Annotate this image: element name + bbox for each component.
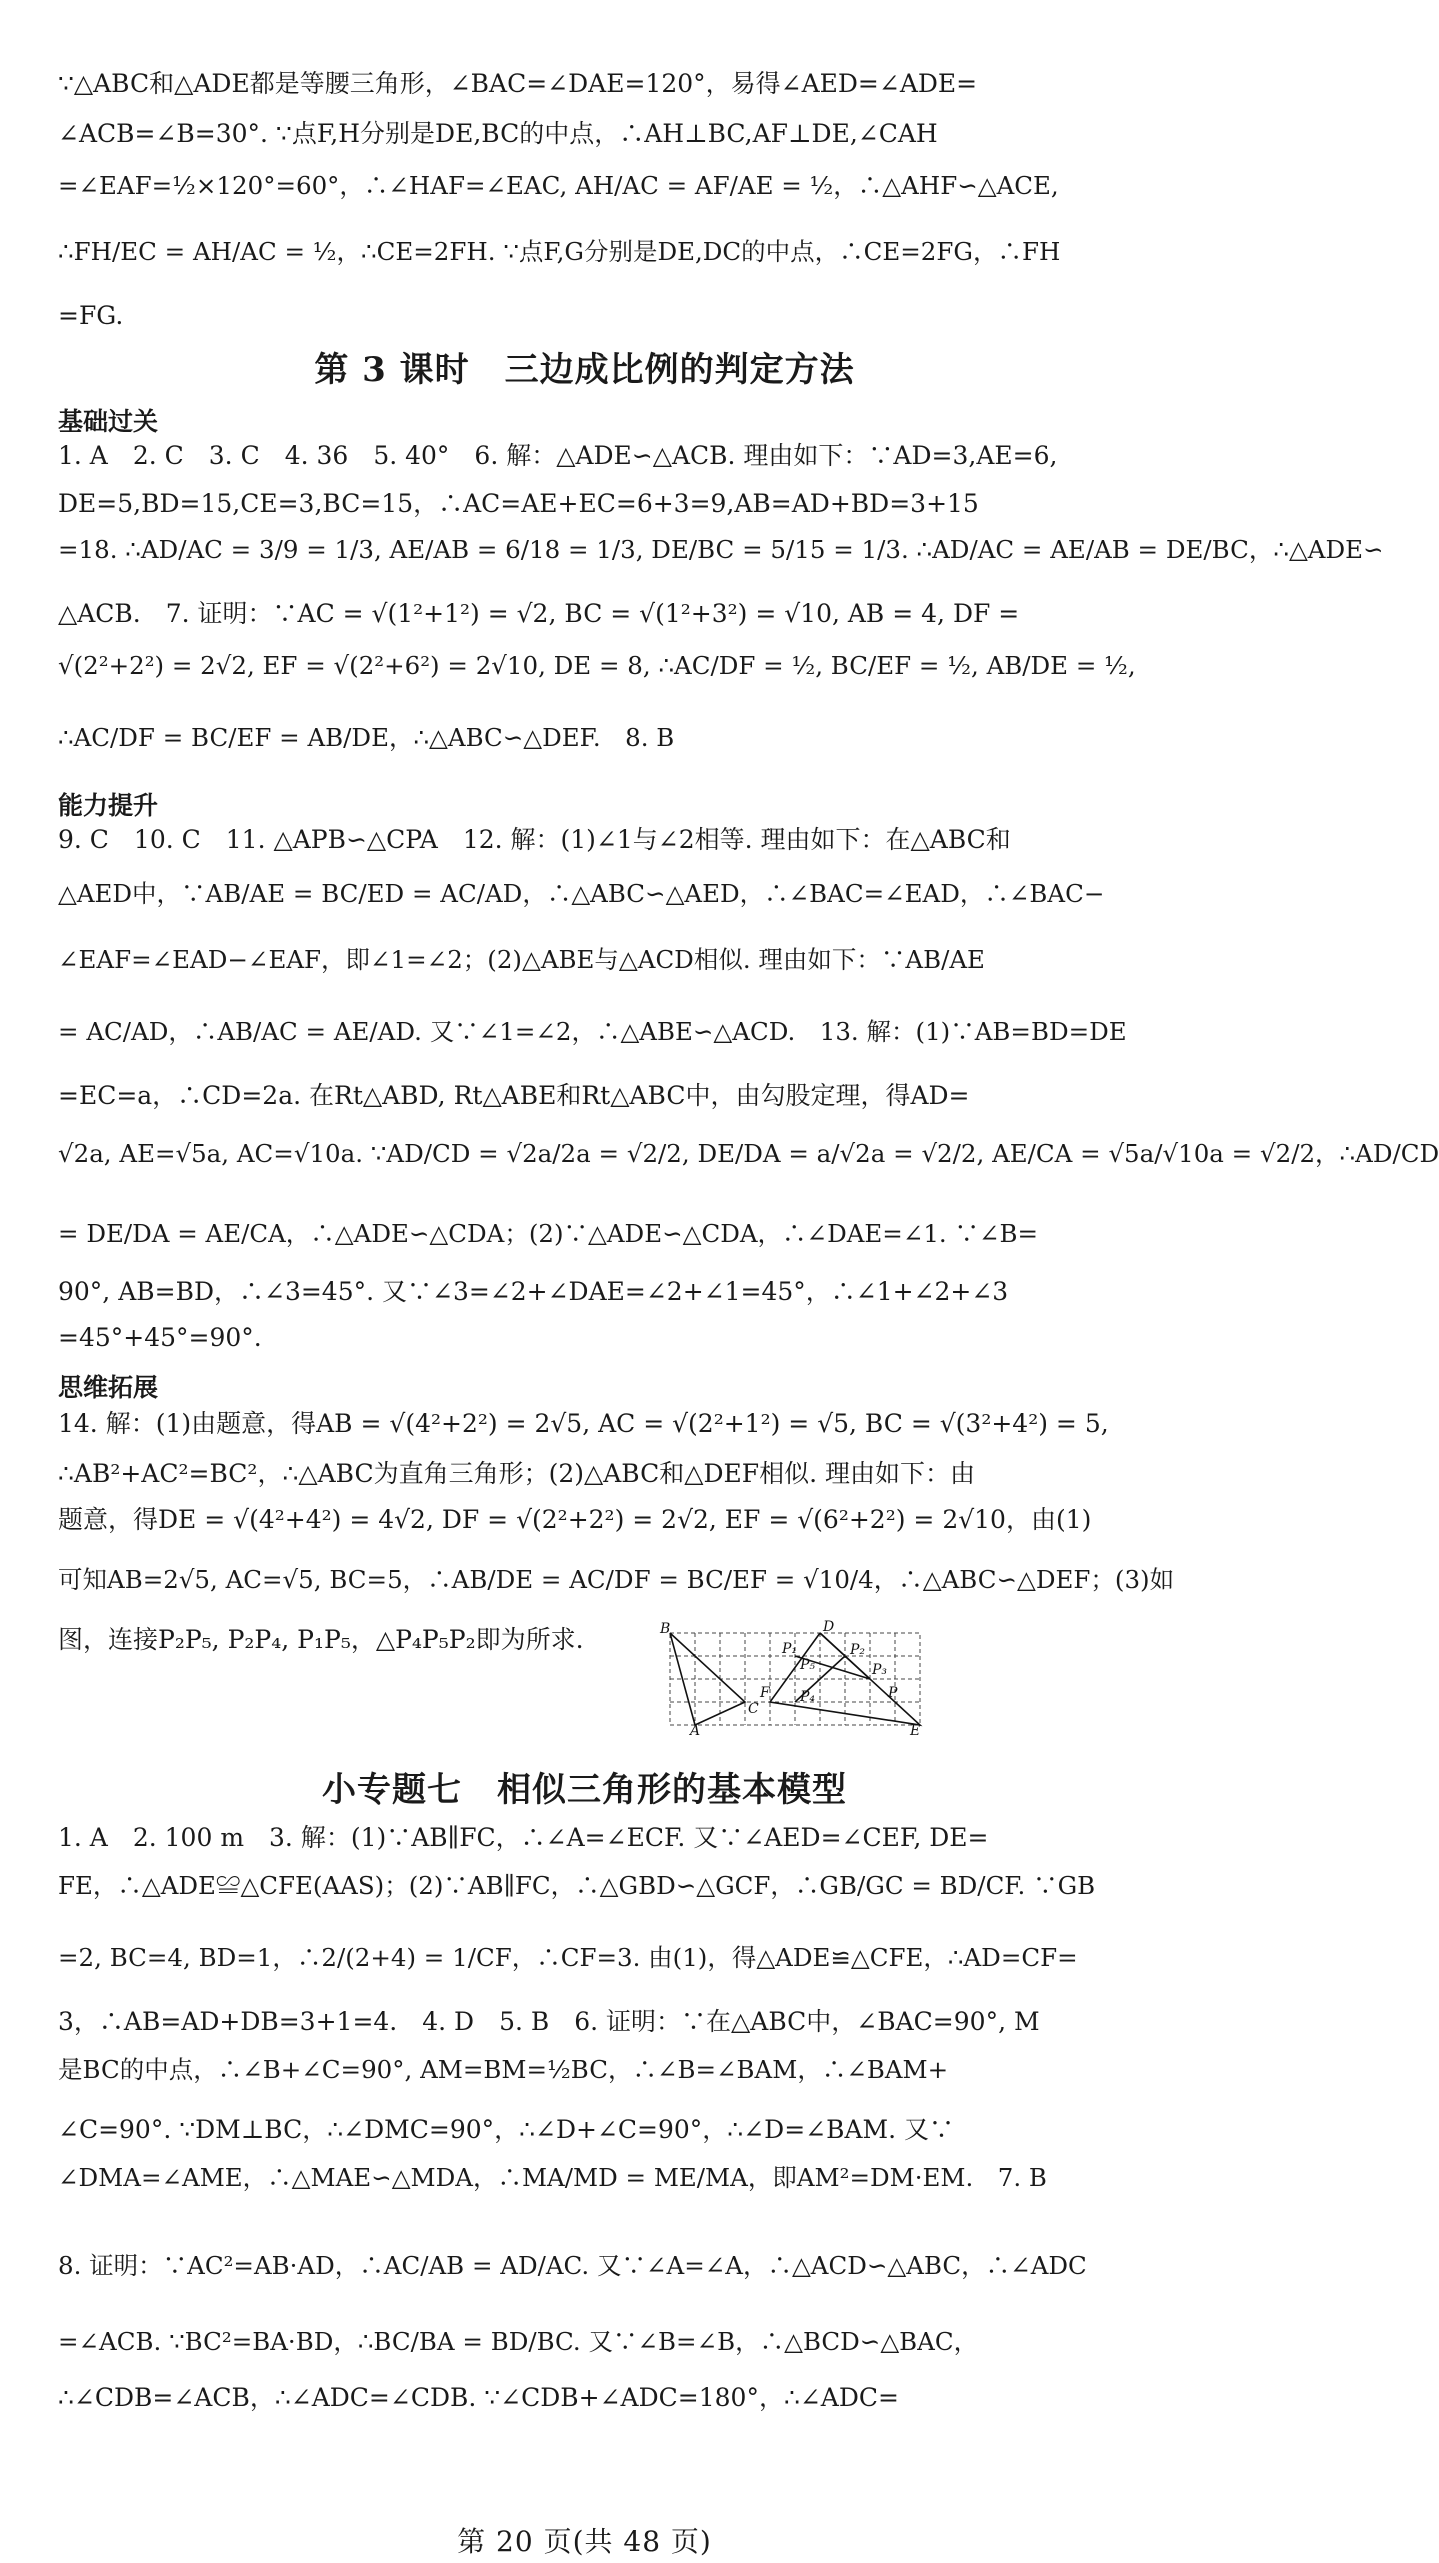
figure-label: D	[823, 1619, 835, 1635]
text-line: = DE/DA = AE/CA，∴△ADE∽△CDA；(2)∵△ADE∽△CDA，∴∠DAE=∠1. ∵∠B=	[58, 1219, 1039, 1248]
figure-label: P₄	[800, 1689, 816, 1705]
section-heading-ability: 能力提升	[58, 791, 159, 820]
text-line: 90°, AB=BD，∴∠3=45°. 又∵∠3=∠2+∠DAE=∠2+∠1=45°，∴∠1+∠2+∠3	[58, 1277, 1009, 1306]
text-line: ∴AC/DF = BC/EF = AB/DE，∴△ABC∽△DEF. 8. B	[58, 723, 675, 752]
text-line: ∴FH/EC = AH/AC = ½，∴CE=2FH. ∵点F,G分别是DE,DC的中点，∴CE=2FG，∴FH	[58, 237, 1061, 266]
page-number-footer: 第 20 页(共 48 页)	[457, 2525, 712, 2558]
text-line: DE=5,BD=15,CE=3,BC=15，∴AC=AE+EC=6+3=9,AB=AD+BD=3+15	[58, 489, 979, 518]
text-line: ∠C=90°. ∵DM⊥BC，∴∠DMC=90°，∴∠D+∠C=90°，∴∠D=∠BAM. 又∵	[58, 2115, 955, 2144]
text-line: 题意，得DE = √(4²+4²) = 4√2, DF = √(2²+2²) = 2√2, EF = √(6²+2²) = 2√10，由(1)	[58, 1505, 1092, 1534]
text-line: ∴∠CDB=∠ACB，∴∠ADC=∠CDB. ∵∠CDB+∠ADC=180°，∴∠ADC=	[58, 2383, 899, 2412]
text-line: =45°+45°=90°.	[58, 1323, 262, 1352]
text-line: =∠ACB. ∵BC²=BA·BD，∴BC/BA = BD/BC. 又∵∠B=∠B，∴△BCD∽△BAC，	[58, 2327, 979, 2356]
text-line: =FG.	[58, 301, 124, 330]
lesson-title: 第 3 课时 三边成比例的判定方法	[314, 350, 855, 390]
section-heading-basic: 基础过关	[58, 407, 159, 436]
text-line: 8. 证明：∵AC²=AB·AD，∴AC/AB = AD/AC. 又∵∠A=∠A，∴△ACD∽△ABC，∴∠ADC	[58, 2251, 1087, 2280]
figure-label: P₂	[850, 1642, 866, 1658]
text-line: =2, BC=4, BD=1，∴2/(2+4) = 1/CF，∴CF=3. 由(1)，得△ADE≌△CFE，∴AD=CF=	[58, 1943, 1078, 1972]
text-line: ∴AB²+AC²=BC²，∴△ABC为直角三角形；(2)△ABC和△DEF相似. 理由如下：由	[58, 1459, 976, 1488]
text-line: ∠EAF=∠EAD−∠EAF，即∠1=∠2；(2)△ABE与△ACD相似. 理由如下：∵AB/AE	[58, 945, 985, 974]
text-line: △ACB. 7. 证明：∵AC = √(1²+1²) = √2, BC = √(1²+3²) = √10, AB = 4, DF =	[58, 599, 1020, 628]
figure-label: F	[760, 1685, 770, 1701]
figure-label: E	[910, 1723, 921, 1739]
text-line: 图，连接P₂P₅, P₂P₄, P₁P₅，△P₄P₅P₂即为所求.	[58, 1625, 584, 1654]
text-line: √(2²+2²) = 2√2, EF = √(2²+6²) = 2√10, DE = 8, ∴AC/DF = ½, BC/EF = ½, AB/DE = ½,	[58, 651, 1136, 680]
text-line: =∠EAF=½×120°=60°，∴∠HAF=∠EAC, AH/AC = AF/AE = ½，∴△AHF∽△ACE,	[58, 171, 1059, 200]
text-line: 1. A 2. C 3. C 4. 36 5. 40° 6. 解：△ADE∽△ACB. 理由如下：∵AD=3,AE=6,	[58, 441, 1058, 470]
section-heading-thinking: 思维拓展	[58, 1373, 159, 1402]
text-line: 3，∴AB=AD+DB=3+1=4. 4. D 5. B 6. 证明：∵在△ABC中，∠BAC=90°, M	[58, 2007, 1040, 2036]
figure-label: B	[660, 1621, 671, 1637]
text-line: =18. ∴AD/AC = 3/9 = 1/3, AE/AB = 6/18 = 1/3, DE/BC = 5/15 = 1/3. ∴AD/AC = AE/AB = DE/BC，∴△ADE∽	[58, 535, 1384, 564]
text-line: ∵△ABC和△ADE都是等腰三角形，∠BAC=∠DAE=120°，易得∠AED=∠ADE=	[58, 69, 978, 98]
text-line: =EC=a，∴CD=2a. 在Rt△ABD, Rt△ABE和Rt△ABC中，由勾股定理，得AD=	[58, 1081, 970, 1110]
text-line: √2a, AE=√5a, AC=√10a. ∵AD/CD = √2a/2a = √2/2, DE/DA = a/√2a = √2/2, AE/CA = √5a/√10a = √2/2，∴AD/CD	[58, 1139, 1439, 1168]
figure-label: C	[748, 1701, 759, 1717]
grid-figure	[660, 1619, 930, 1739]
text-line: △AED中，∵AB/AE = BC/ED = AC/AD，∴△ABC∽△AED，∴∠BAC=∠EAD，∴∠BAC−	[58, 879, 1105, 908]
text-line: 14. 解：(1)由题意，得AB = √(4²+2²) = 2√5, AC = √(2²+1²) = √5, BC = √(3²+4²) = 5,	[58, 1409, 1109, 1438]
text-line: 可知AB=2√5, AC=√5, BC=5，∴AB/DE = AC/DF = BC/EF = √10/4，∴△ABC∽△DEF；(3)如	[58, 1565, 1175, 1594]
figure-label: P₃	[872, 1662, 888, 1678]
text-line: FE，∴△ADE≌△CFE(AAS)；(2)∵AB∥FC，∴△GBD∽△GCF，∴GB/GC = BD/CF. ∵GB	[58, 1871, 1096, 1900]
text-line: = AC/AD，∴AB/AC = AE/AD. 又∵∠1=∠2，∴△ABE∽△ACD. 13. 解：(1)∵AB=BD=DE	[58, 1017, 1127, 1046]
text-line: ∠DMA=∠AME，∴△MAE∽△MDA，∴MA/MD = ME/MA，即AM²=DM·EM. 7. B	[58, 2163, 1047, 2192]
figure-label: A	[690, 1723, 701, 1739]
text-line: 是BC的中点，∴∠B+∠C=90°, AM=BM=½BC，∴∠B=∠BAM，∴∠BAM+	[58, 2055, 949, 2084]
topic-title: 小专题七 相似三角形的基本模型	[322, 1770, 847, 1810]
text-line: ∠ACB=∠B=30°. ∵点F,H分别是DE,BC的中点，∴AH⊥BC,AF⊥DE,∠CAH	[58, 119, 938, 148]
figure-label: P₅	[800, 1657, 816, 1673]
text-line: 1. A 2. 100 m 3. 解：(1)∵AB∥FC，∴∠A=∠ECF. 又∵∠AED=∠CEF, DE=	[58, 1823, 989, 1852]
figure-label: P	[888, 1685, 898, 1701]
figure-label: P₁	[782, 1641, 798, 1657]
text-line: 9. C 10. C 11. △APB∽△CPA 12. 解：(1)∠1与∠2相等. 理由如下：在△ABC和	[58, 825, 1011, 854]
